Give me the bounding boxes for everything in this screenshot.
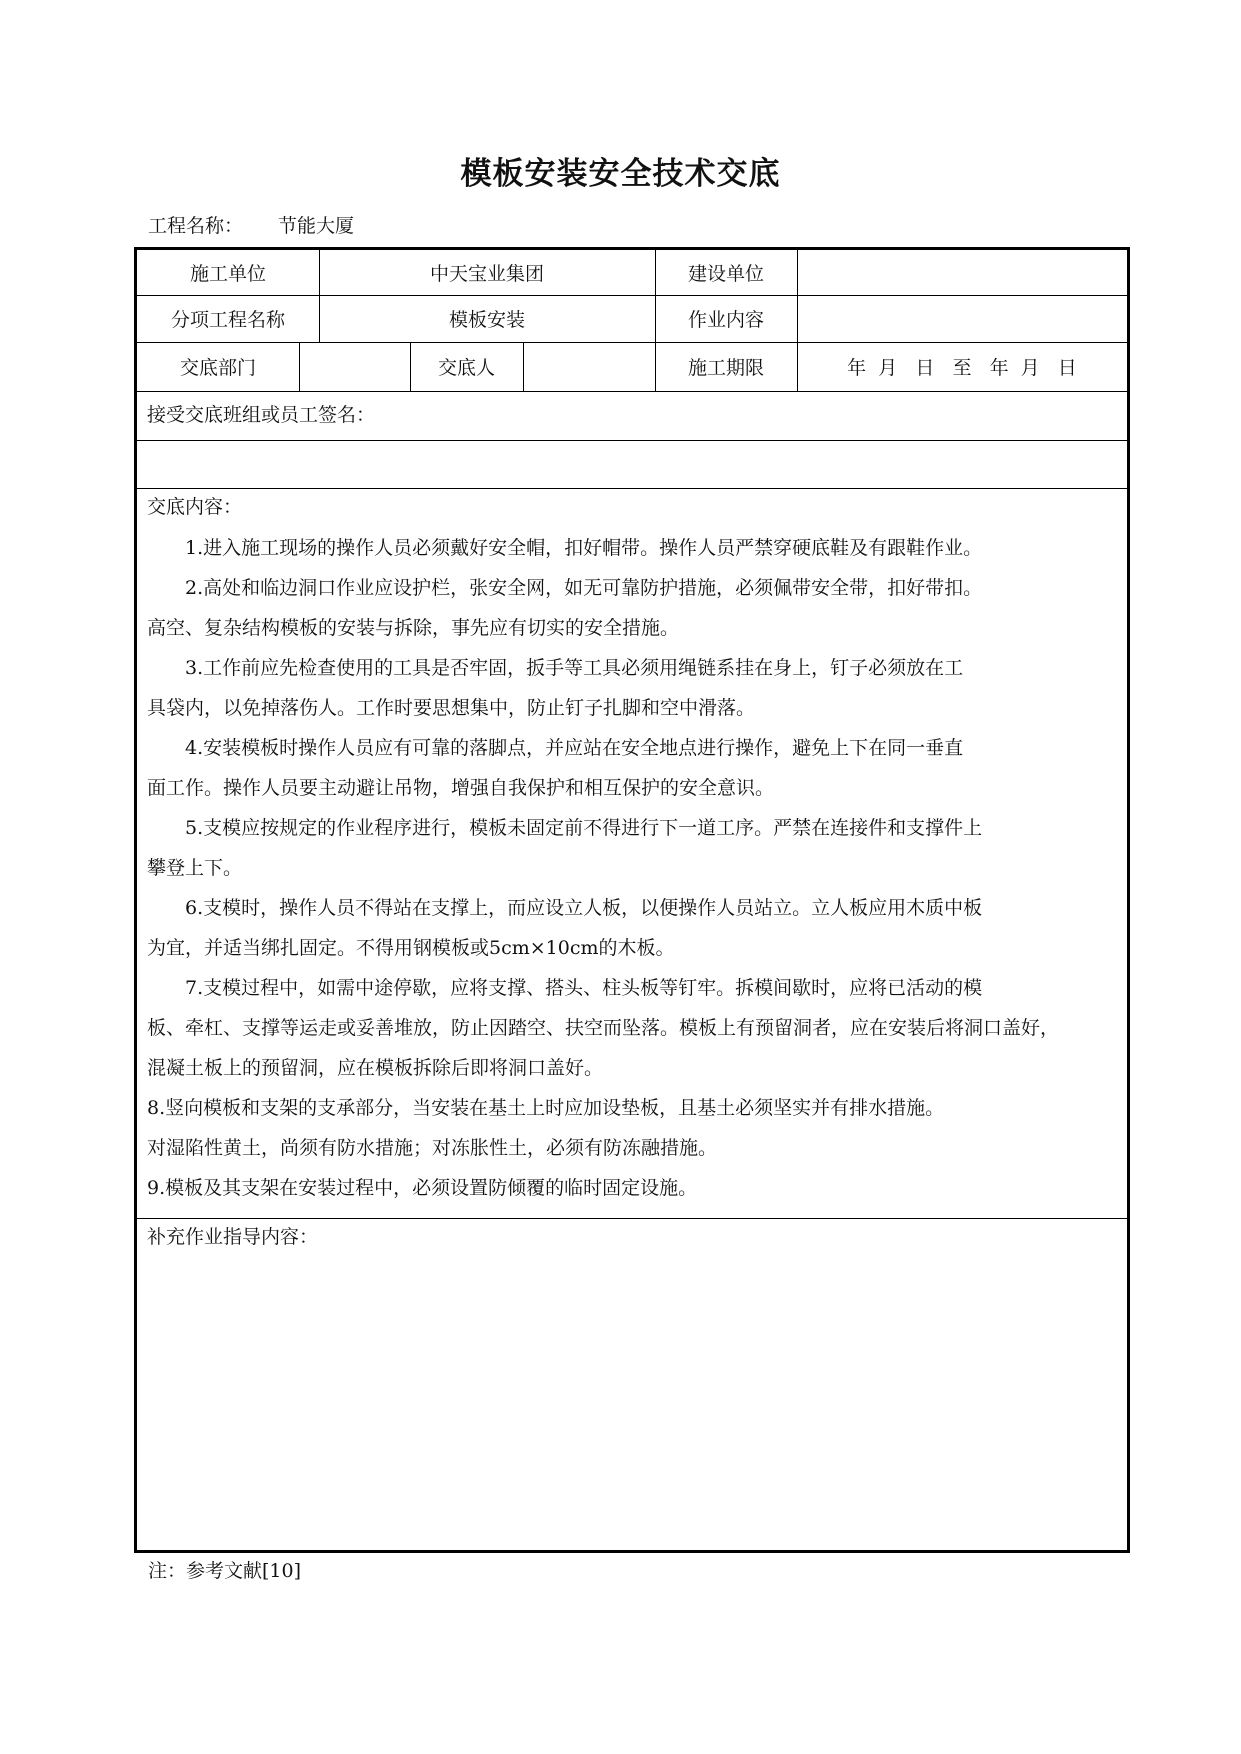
row-divider: [137, 488, 1127, 489]
row-divider: [137, 440, 1127, 441]
content-line: 面工作。操作人员要主动避让吊物，增强自我保护和相互保护的安全意识。: [147, 777, 775, 799]
work-content-value: [797, 295, 1127, 342]
signature-label: 接受交底班组或员工签名：: [147, 404, 376, 426]
construction-unit-label: 施工单位: [189, 263, 266, 285]
content-line: 6.支模时，操作人员不得站在支撑上，而应设立人板，以便操作人员站立。立人板应用木质中板: [147, 897, 983, 919]
sub-item-name-label: 分项工程名称: [170, 309, 285, 331]
project-name-label: 工程名称：: [148, 215, 244, 237]
briefing-dept-label: 交底部门: [179, 357, 256, 379]
row-divider: [137, 1218, 1127, 1219]
content-line: 9.模板及其支架在安装过程中，必须设置防倾覆的临时固定设施。: [147, 1177, 698, 1199]
briefer-label: 交底人: [437, 357, 495, 379]
content-line: 对湿陷性黄土，尚须有防水措施；对冻胀性土，必须有防冻融措施。: [147, 1137, 718, 1159]
content-line: 板、牵杠、支撑等运走或妥善堆放，防止因踏空、扶空而坠落。模板上有预留洞者，应在安装后将洞口盖好，: [147, 1017, 1060, 1039]
content-line: 1.进入施工现场的操作人员必须戴好安全帽，扣好帽带。操作人员严禁穿硬底鞋及有跟鞋作业。: [147, 537, 983, 559]
content-line: 为宜，并适当绑扎固定。不得用钢模板或5cm×10cm的木板。: [147, 937, 675, 959]
content-line: 5.支模应按规定的作业程序进行，模板未固定前不得进行下一道工序。严禁在连接件和支撑件上: [147, 817, 983, 839]
content-line: 混凝土板上的预留洞，应在模板拆除后即将洞口盖好。: [147, 1057, 604, 1079]
content-line: 具袋内，以免掉落伤人。工作时要思想集中，防止钉子扎脚和空中滑落。: [147, 697, 756, 719]
content-line: 攀登上下。: [147, 857, 243, 879]
content-line: 7.支模过程中，如需中途停歇，应将支撑、搭头、柱头板等钉牢。拆模间歇时，应将已活动的模: [147, 977, 983, 999]
content-line: 4.安装模板时操作人员应有可靠的落脚点，并应站在安全地点进行操作，避免上下在同一垂直: [147, 737, 964, 759]
content-line: 2.高处和临边洞口作业应设护栏，张安全网，如无可靠防护措施，必须佩带安全带，扣好带扣。: [147, 577, 983, 599]
content-line: 3.工作前应先检查使用的工具是否牢固，扳手等工具必须用绳链系挂在身上，钉子必须放在工: [147, 657, 964, 679]
content-label: 交底内容：: [147, 496, 243, 518]
owner-unit-value: [797, 250, 1127, 295]
briefer-value: [523, 342, 655, 391]
reference-note: 注：参考文献[10]: [148, 1560, 302, 1582]
work-content-label: 作业内容: [687, 309, 764, 331]
construction-period-value: 年 月 日 至 年 月 日: [847, 357, 1077, 379]
construction-unit-value: 中天宝业集团: [429, 263, 544, 285]
briefing-dept-value: [299, 342, 410, 391]
owner-unit-label: 建设单位: [687, 263, 764, 285]
content-line: 高空、复杂结构模板的安装与拆除，事先应有切实的安全措施。: [147, 617, 680, 639]
content-body: [147, 528, 1122, 1208]
content-line: 8.竖向模板和支架的支承部分，当安装在基土上时应加设垫板，且基土必须坚实并有排水措施。: [147, 1097, 945, 1119]
construction-period-label: 施工期限: [687, 357, 764, 379]
project-name-value: 节能大厦: [278, 215, 355, 237]
briefing-table: [134, 247, 1130, 1553]
document-title: 模板安装安全技术交底: [460, 156, 781, 192]
sub-item-name-value: 模板安装: [448, 309, 525, 331]
supplement-label: 补充作业指导内容：: [147, 1226, 319, 1248]
